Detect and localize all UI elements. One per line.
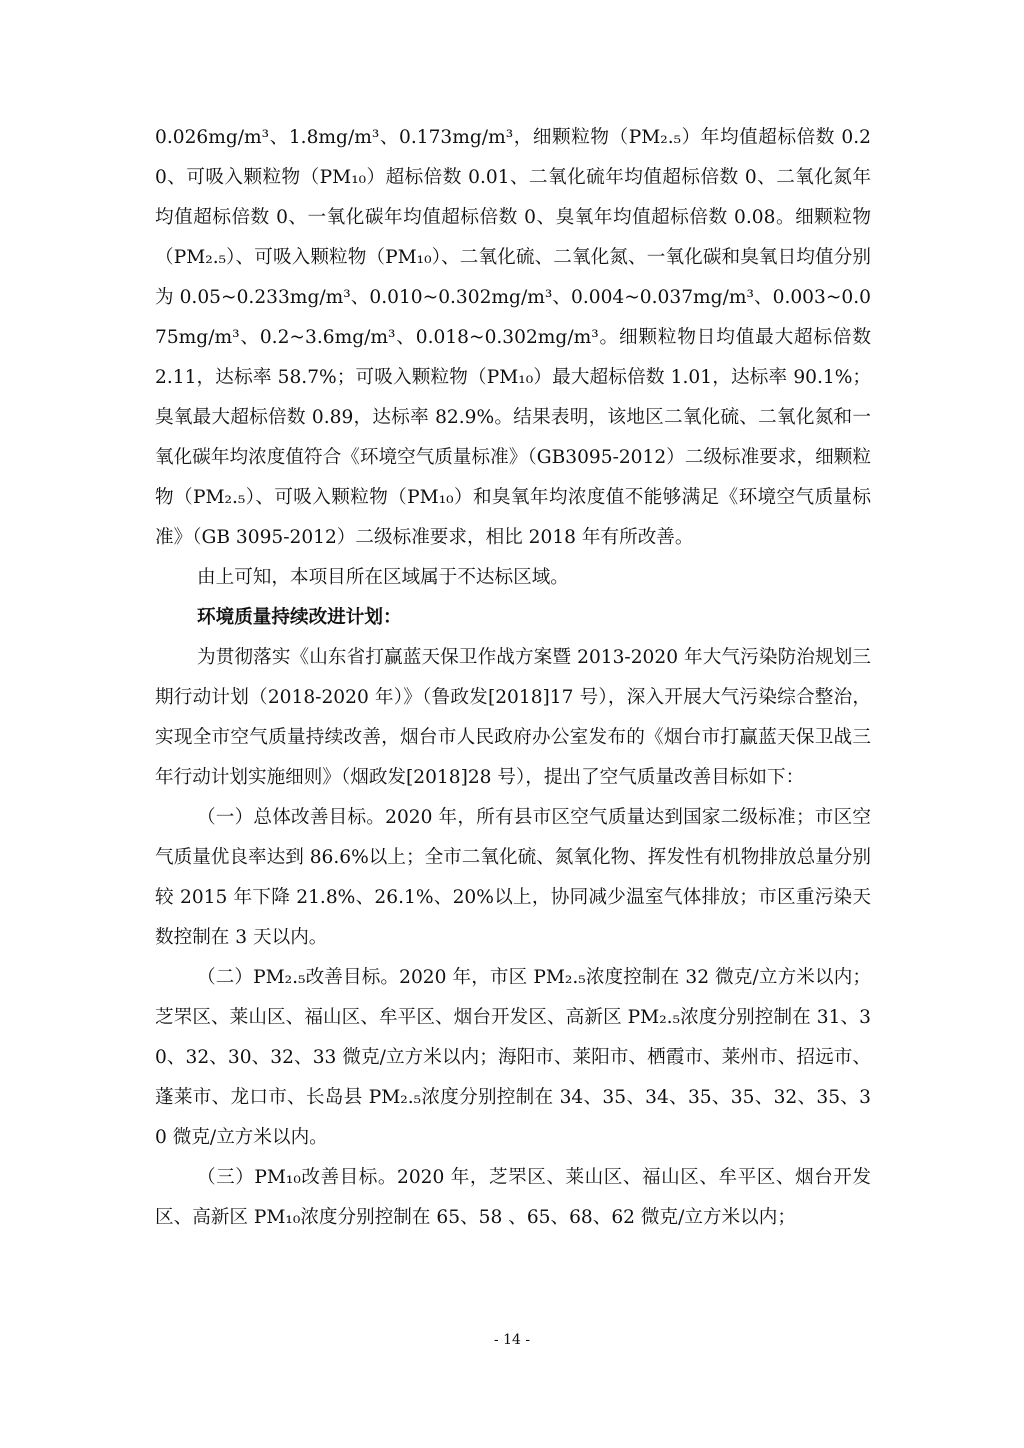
paragraph-goal-overall: （一）总体改善目标。2020 年，所有县市区空气质量达到国家二级标准；市区空气质量优良率达到 86.6%以上；全市二氧化硫、氮氧化物、挥发性有机物排放总量分别较 2015 年下降 21.8%、26.1%、20%以上，协同减少温室气体排放；市区重污染天数控制在 3 天以内。 [155, 807, 871, 948]
page-number: - 14 - [493, 1332, 531, 1348]
paragraph-goal-pm10: （三）PM₁₀改善目标。2020 年，芝罘区、莱山区、福山区、牟平区、烟台开发区、高新区 PM₁₀浓度分别控制在 65、58 、65、68、62 微克/立方米以内； [155, 1167, 871, 1228]
paragraph-conclusion: 由上可知，本项目所在区域属于不达标区域。 [197, 567, 569, 588]
paragraph-air-quality-stats: 0.026mg/m³、1.8mg/m³、0.173mg/m³，细颗粒物（PM₂.₅）年均值超标倍数 0.20、可吸入颗粒物（PM₁₀）超标倍数 0.01、二氧化硫年均值超标倍数 0、二氧化氮年均值超标倍数 0、一氧化碳年均值超标倍数 0、臭氧年均值超标倍数 0.08。细颗粒物（PM₂.₅）、可吸入颗粒物（PM₁₀）、二氧化硫、二氧化氮、一氧化碳和臭氧日均值分别为 0.05~0.233mg/m³、0.010~0.302mg/m³、0.004~0.037mg/m³、0.003~0.075mg/m³、0.2~3.6mg/m³、0.018~0.302mg/m³。细颗粒物日均值最大超标倍数 2.11，达标率 58.7%；可吸入颗粒物（PM₁₀）最大超标倍数 1.01，达标率 90.1%；臭氧最大超标倍数 0.89，达标率 82.9%。结果表明，该地区二氧化硫、二氧化氮和一氧化碳年均浓度值符合《环境空气质量标准》（GB3095-2012）二级标准要求，细颗粒物（PM₂.₅）、可吸入颗粒物（PM₁₀）和臭氧年均浓度值不能够满足《环境空气质量标准》（GB 3095-2012）二级标准要求，相比 2018 年有所改善。 [155, 127, 871, 548]
paragraph-goal-pm25: （二）PM₂.₅改善目标。2020 年，市区 PM₂.₅浓度控制在 32 微克/立方米以内；芝罘区、莱山区、福山区、牟平区、烟台开发区、高新区 PM₂.₅浓度分别控制在 31、30、32、30、32、33 微克/立方米以内；海阳市、莱阳市、栖霞市、莱州市、招远市、蓬莱市、龙口市、长岛县 PM₂.₅浓度分别控制在 34、35、34、35、35、32、35、30 微克/立方米以内。 [155, 967, 871, 1148]
paragraph-plan-intro: 为贯彻落实《山东省打赢蓝天保卫作战方案暨 2013-2020 年大气污染防治规划三期行动计划（2018-2020 年）》（鲁政发[2018]17 号），深入开展大气污染综合整治，实现全市空气质量持续改善，烟台市人民政府办公室发布的《烟台市打赢蓝天保卫战三年行动计划实施细则》（烟政发[2018]28 号），提出了空气质量改善目标如下： [155, 647, 871, 788]
document-body [155, 118, 871, 1238]
section-heading-improvement-plan: 环境质量持续改进计划： [197, 607, 402, 628]
